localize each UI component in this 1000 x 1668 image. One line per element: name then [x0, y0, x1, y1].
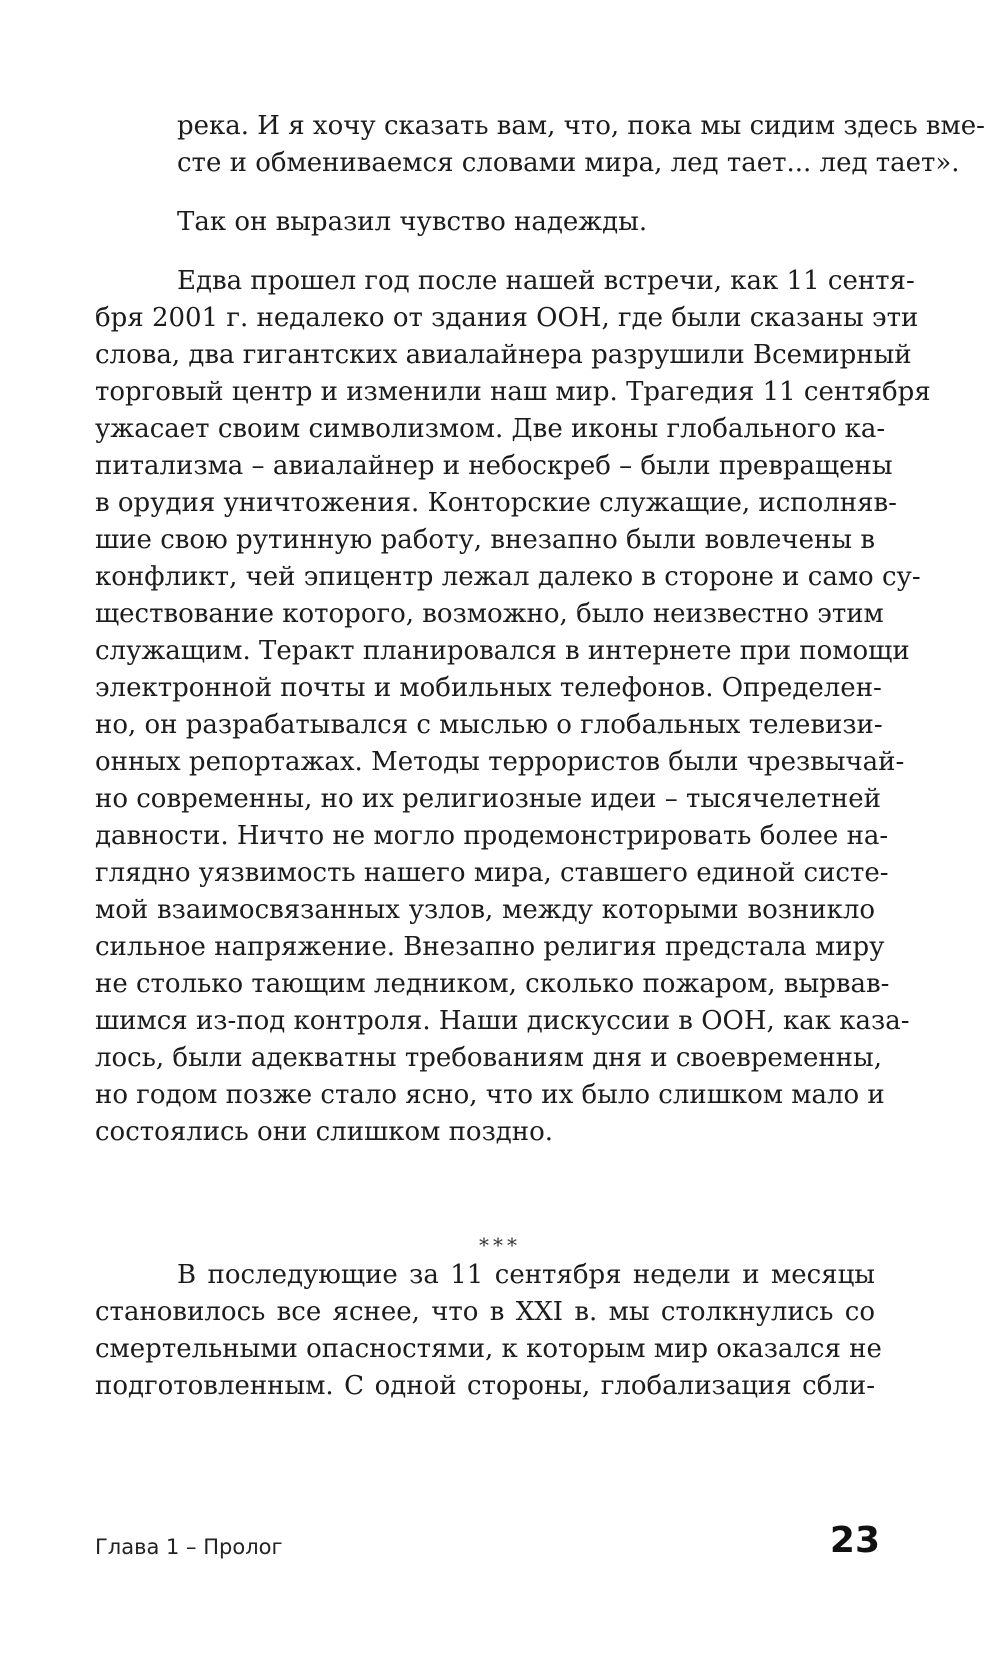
- text-line: подготовленным. С одной стороны, глобализация сбли-: [95, 1371, 875, 1401]
- text-line: В последующие за 11 сентября недели и месяцы: [177, 1260, 875, 1290]
- text-line: бря 2001 г. недалеко от здания ООН, где были сказаны эти: [95, 303, 919, 333]
- page-number: 23: [829, 1520, 880, 1561]
- text-line: река. И я хочу сказать вам, что, пока мы сидим здесь вме-: [177, 111, 985, 141]
- text-line: давности. Ничто не могло продемонстрировать более на-: [95, 821, 889, 851]
- text-line: мой взаимосвязанных узлов, между которыми возникло: [95, 895, 875, 925]
- body-text: [95, 108, 985, 1151]
- text-line: сте и обмениваемся словами мира, лед тает... лед тает».: [177, 148, 960, 178]
- text-line: электронной почты и мобильных телефонов. Определен-: [95, 673, 882, 703]
- text-line: ужасает своим символизмом. Две иконы глобального ка-: [95, 414, 886, 444]
- text-line: торговый центр и изменили наш мир. Трагедия 11 сентября: [95, 377, 931, 407]
- text-line: конфликт, чей эпицентр лежал далеко в стороне и само су-: [95, 562, 921, 592]
- text-line: шимся из-под контроля. Наши дискуссии в ООН, как каза-: [95, 1006, 910, 1036]
- text-line: Так он выразил чувство надежды.: [177, 207, 648, 237]
- text-line: лось, были адекватны требованиям дня и своевременны,: [95, 1043, 882, 1073]
- text-line: сильное напряжение. Внезапно религия предстала миру: [95, 932, 885, 962]
- text-line: не столько тающим ледником, сколько пожаром, вырвав-: [95, 969, 890, 999]
- text-line: глядно уязвимость нашего мира, ставшего единой систе-: [95, 858, 889, 888]
- text-line: онных репортажах. Методы террористов были чрезвычай-: [95, 747, 905, 777]
- text-line: в орудия уничтожения. Конторские служащие, исполняв-: [95, 488, 897, 518]
- text-line: но современны, но их религиозные идеи – тысячелетней: [95, 784, 881, 814]
- text-line: но годом позже стало ясно, что их было слишком мало и: [95, 1080, 885, 1110]
- text-line: Едва прошел год после нашей встречи, как 11 сентя-: [177, 266, 915, 296]
- text-line: шие свою рутинную работу, внезапно были вовлечены в: [95, 525, 875, 555]
- text-line: питализма – авиалайнер и небоскреб – были превращены: [95, 451, 893, 481]
- text-line: служащим. Теракт планировался в интернете при помощи: [95, 636, 910, 666]
- text-line: состоялись они слишком поздно.: [95, 1117, 554, 1147]
- body-text-continued: [95, 1257, 882, 1405]
- running-footer-chapter: Глава 1 – Пролог: [95, 1535, 283, 1559]
- text-line: ществование которого, возможно, было неизвестно этим: [95, 599, 884, 629]
- text-line: слова, два гигантских авиалайнера разрушили Всемирный: [95, 340, 912, 370]
- text-line: смертельными опасностями, к которым мир оказался не: [95, 1334, 882, 1364]
- text-line: становилось все яснее, что в XXI в. мы столкнулись со: [95, 1297, 875, 1327]
- text-line: но, он разрабатывался с мыслью о глобальных телевизи-: [95, 710, 883, 740]
- section-separator: ***: [479, 1233, 521, 1257]
